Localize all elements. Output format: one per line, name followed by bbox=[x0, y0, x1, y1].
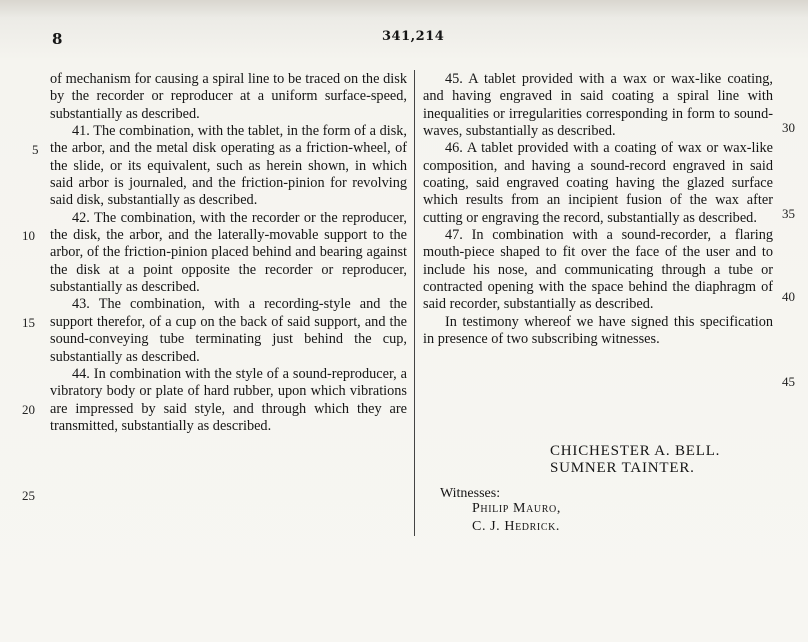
line-number: 25 bbox=[22, 488, 35, 503]
line-number: 45 bbox=[782, 374, 795, 389]
paragraph-claim-46: 46. A tablet provided with a coating of wax or wax-like composition, and having a sound-record engraved in said coating, said engraved coating having the glazed surface which results from an incipient fusion of the wax after cutting or engraving the record, substantially as described. bbox=[423, 140, 773, 226]
paragraph-continuation: of mechanism for causing a spiral line to be traced on the disk by the recorder or reproducer at a uniform surface-speed, substantially as described. bbox=[50, 71, 407, 122]
witnesses-label: Witnesses: bbox=[440, 486, 501, 501]
left-column bbox=[50, 71, 407, 435]
page-number: 8 bbox=[52, 30, 63, 48]
line-number: 5 bbox=[32, 142, 39, 157]
signer-name: CHICHESTER A. BELL. bbox=[550, 443, 721, 459]
paragraph-claim-44: 44. In combination with the style of a sound-reproducer, a vibratory body or plate of hard rubber, upon which vibrations are impressed by said style, and through which they are transmitted, substantially as described. bbox=[50, 365, 407, 434]
signer-name: SUMNER TAINTER. bbox=[550, 460, 695, 476]
witness-name: C. J. Hedrick. bbox=[472, 519, 561, 534]
line-number: 10 bbox=[22, 228, 35, 243]
paragraph-claim-43: 43. The combination, with a recording-style and the support therefor, of a cup on the back of said support, and the sound-conveying tube terminating just behind the cup, substantially as described. bbox=[50, 296, 407, 365]
paragraph-claim-42: 42. The combination, with the recorder or the reproducer, the disk, the arbor, and the laterally-movable support to the arbor, of the friction-pinion placed behind and bearing against the disk at a point opposite the recorder or reproducer, substantially as described. bbox=[50, 209, 407, 296]
line-number: 30 bbox=[782, 120, 795, 135]
paragraph-claim-47: 47. In combination with a sound-recorder, a flaring mouth-piece shaped to fit over the face of the user and to include his nose, and communicating through a tube or contracted opening with the space behind the diaphragm of said recorder, substantially as described. bbox=[423, 227, 773, 313]
paragraph-claim-45: 45. A tablet provided with a wax or wax-like coating, and having engraved in said coating a spiral line with inequalities or irregularities corresponding in form to sound-waves, substantially as described. bbox=[423, 71, 773, 140]
line-number: 40 bbox=[782, 289, 795, 304]
line-number: 20 bbox=[22, 402, 35, 417]
line-number: 15 bbox=[22, 315, 35, 330]
column-divider bbox=[414, 70, 415, 536]
line-number: 35 bbox=[782, 206, 795, 221]
witness-name: Philip Mauro, bbox=[472, 501, 561, 516]
patent-number: 341,214 bbox=[382, 29, 445, 44]
paragraph-testimony: In testimony whereof we have signed this specification in presence of two subscribing witnesses. bbox=[423, 313, 773, 348]
paragraph-claim-41: 41. The combination, with the tablet, in the form of a disk, the arbor, and the metal disk operating as a friction-wheel, of the slide, or its equivalent, such as herein shown, in which said arbor is journaled, and the friction-pinion for revolving said disk, substantially as described. bbox=[50, 123, 407, 209]
right-column bbox=[423, 71, 773, 349]
